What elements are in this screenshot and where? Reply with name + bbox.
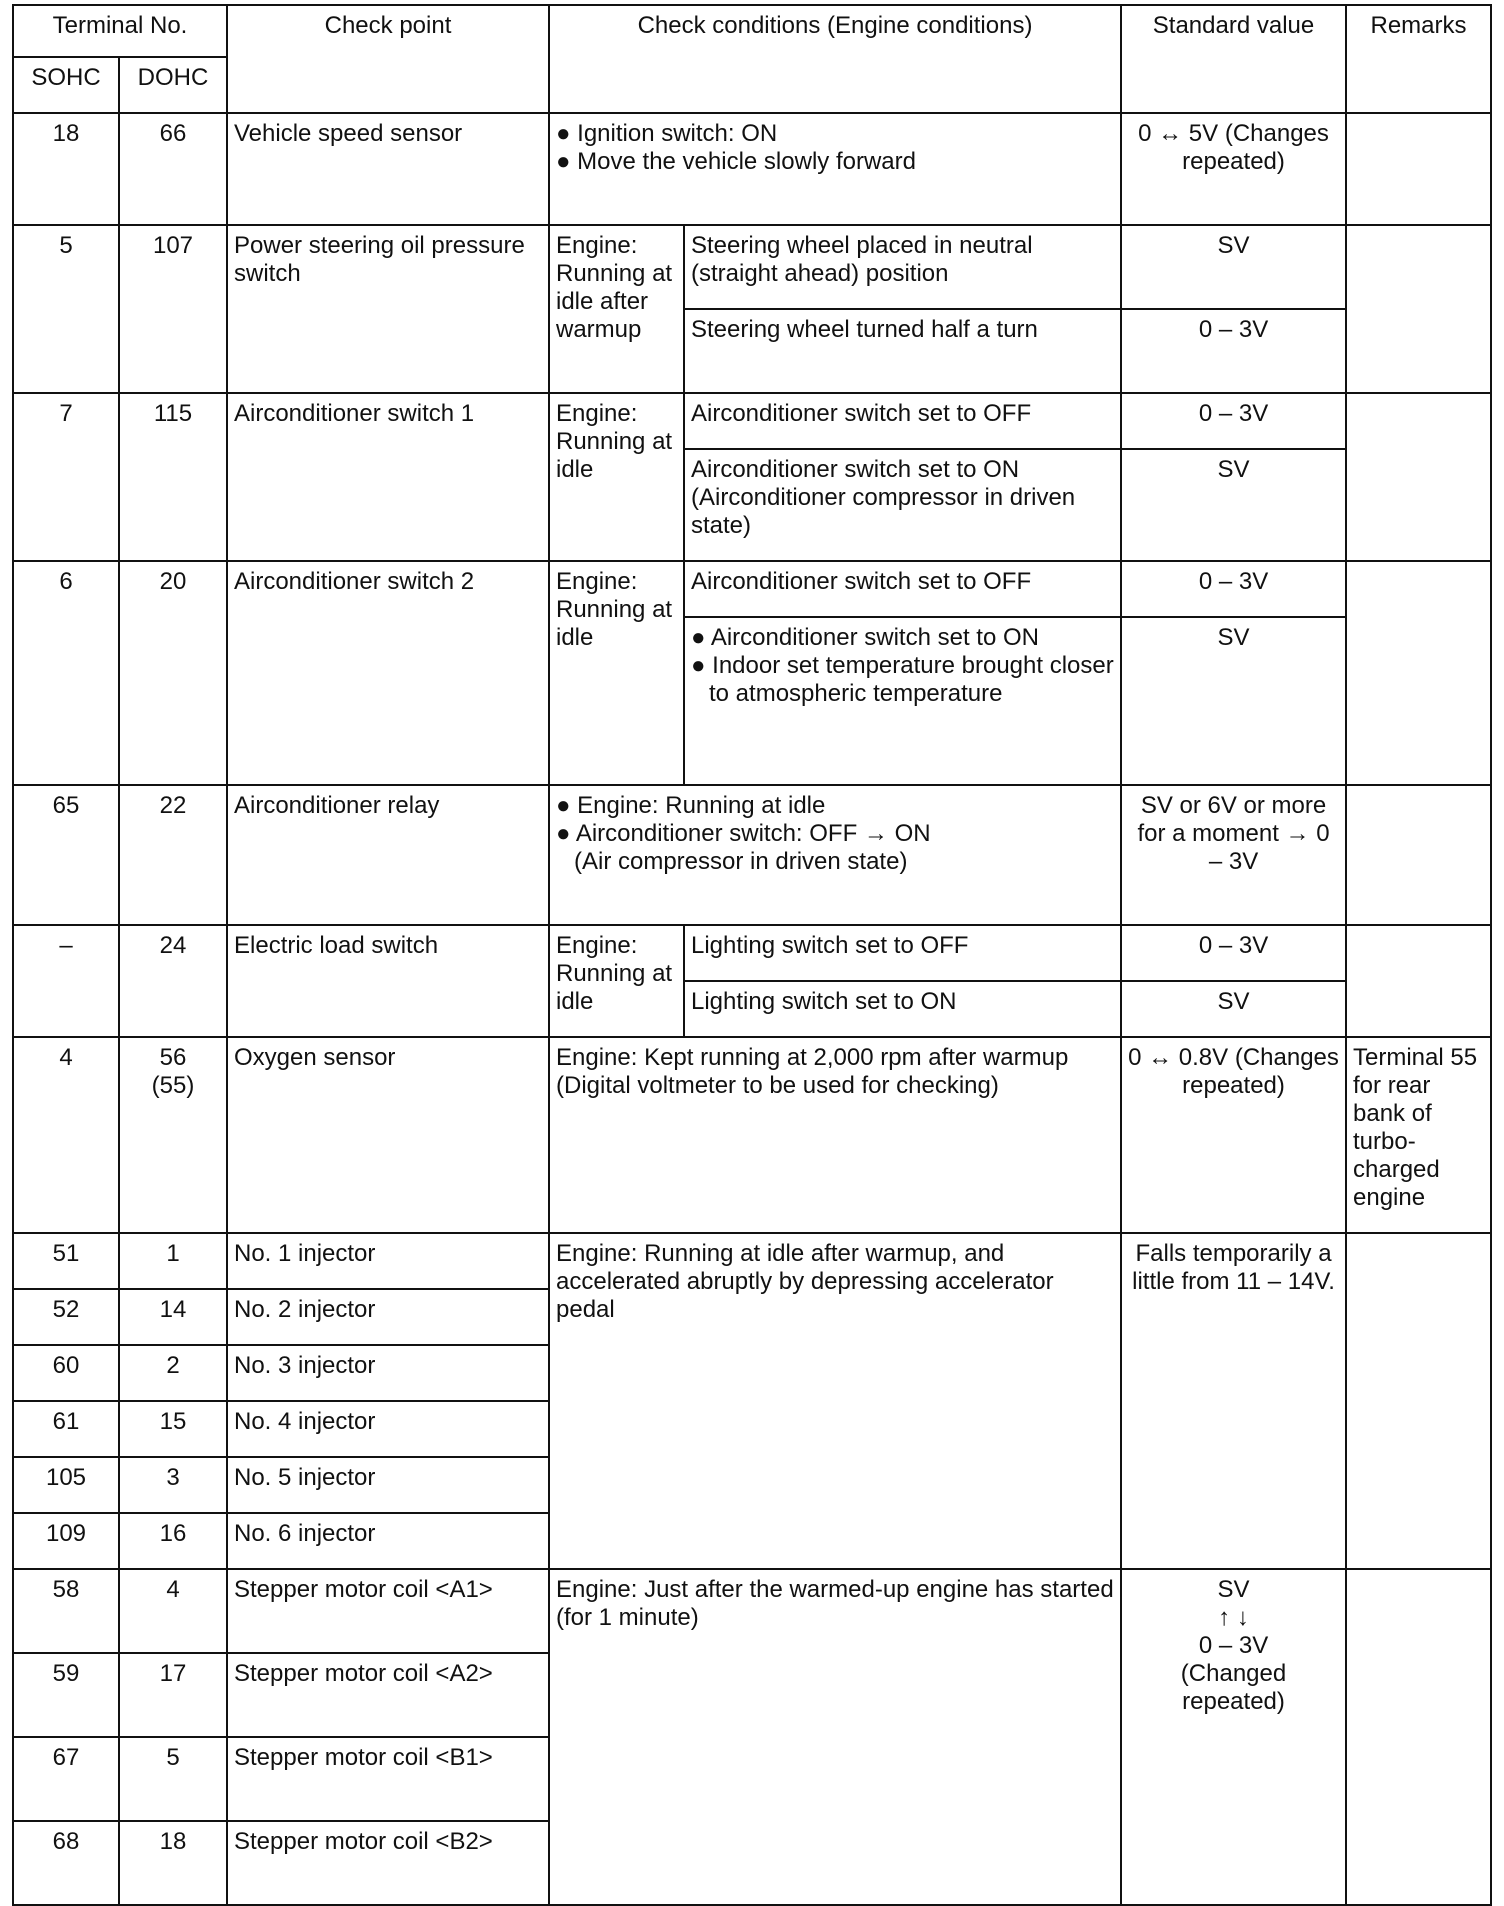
- sub-condition-cell: Airconditioner switch set to OFF: [684, 561, 1121, 617]
- dohc-cell: 20: [119, 561, 227, 785]
- dohc-cell: 2: [119, 1345, 227, 1401]
- value-line: ↑ ↓: [1218, 1604, 1249, 1631]
- standard-value-cell: SV: [1121, 981, 1346, 1037]
- check-point-cell: No. 3 injector: [227, 1345, 549, 1401]
- sub-condition-cell: Lighting switch set to ON: [684, 981, 1121, 1037]
- sohc-cell: –: [13, 925, 119, 1037]
- remarks-cell: [1346, 393, 1491, 561]
- sohc-cell: 109: [13, 1513, 119, 1569]
- check-point-header: Check point: [227, 5, 549, 113]
- standard-value-cell: SV or 6V or more for a moment → 0 – 3V: [1121, 785, 1346, 925]
- dohc-cell: [119, 1037, 227, 1233]
- dohc-header: DOHC: [119, 57, 227, 113]
- standard-value-cell: 0 – 3V: [1121, 393, 1346, 449]
- check-point-cell: Stepper motor coil <A2>: [227, 1653, 549, 1737]
- engine-condition-cell: Engine: Running at idle: [549, 925, 684, 1037]
- dohc-cell: 18: [119, 1821, 227, 1905]
- check-point-cell: Airconditioner switch 1: [227, 393, 549, 561]
- sohc-cell: 51: [13, 1233, 119, 1289]
- check-condition-cell: [549, 113, 1121, 225]
- dohc-cell: 22: [119, 785, 227, 925]
- table-row: [13, 1037, 1491, 1233]
- standard-value-cell: 0 ↔ 5V (Changes repeated): [1121, 113, 1346, 225]
- terminal-check-table: [12, 4, 1492, 1906]
- remarks-cell: [1346, 561, 1491, 785]
- dohc-cell: 4: [119, 1569, 227, 1653]
- standard-value-cell: SV: [1121, 617, 1346, 785]
- value-line: 0 – 3V: [1198, 1632, 1269, 1659]
- remarks-cell: [1346, 785, 1491, 925]
- table-row: [13, 113, 1491, 225]
- check-point-cell: Vehicle speed sensor: [227, 113, 549, 225]
- sohc-cell: 60: [13, 1345, 119, 1401]
- value-line: (Changed repeated): [1180, 1660, 1287, 1715]
- dohc-cell: 15: [119, 1401, 227, 1457]
- check-condition-cell: Engine: Running at idle after warmup, and accelerated abruptly by depressing accelerator pedal: [549, 1233, 1121, 1569]
- check-point-cell: Oxygen sensor: [227, 1037, 549, 1233]
- dohc-cell: 66: [119, 113, 227, 225]
- table-row: [13, 1569, 1491, 1653]
- engine-condition-cell: Engine: Running at idle: [549, 561, 684, 785]
- condition-line: ● Indoor set temperature brought closer to atmospheric temperature: [691, 652, 1114, 707]
- standard-value-cell: 0 – 3V: [1121, 309, 1346, 393]
- check-condition-cell: [549, 785, 1121, 925]
- condition-line: ● Airconditioner switch: OFF → ON: [556, 820, 931, 847]
- table-row: [13, 561, 1491, 617]
- engine-condition-cell: Engine: Running at idle after warmup: [549, 225, 684, 393]
- dohc-cell: 24: [119, 925, 227, 1037]
- table-row: [13, 225, 1491, 309]
- check-condition-cell: Engine: Just after the warmed-up engine has started (for 1 minute): [549, 1569, 1121, 1905]
- check-point-cell: Airconditioner switch 2: [227, 561, 549, 785]
- sohc-cell: 18: [13, 113, 119, 225]
- standard-value-cell: 0 – 3V: [1121, 561, 1346, 617]
- condition-line: ● Airconditioner switch set to ON: [691, 624, 1039, 651]
- remarks-cell: [1346, 1233, 1491, 1569]
- table-row: [13, 925, 1491, 981]
- dohc-cell: 14: [119, 1289, 227, 1345]
- check-point-cell: No. 5 injector: [227, 1457, 549, 1513]
- remarks-cell: [1346, 925, 1491, 1037]
- sohc-header: SOHC: [13, 57, 119, 113]
- sohc-cell: 59: [13, 1653, 119, 1737]
- standard-value-cell: SV: [1121, 449, 1346, 561]
- sohc-cell: 105: [13, 1457, 119, 1513]
- sub-condition-cell: Lighting switch set to OFF: [684, 925, 1121, 981]
- sohc-cell: 5: [13, 225, 119, 393]
- sohc-cell: 58: [13, 1569, 119, 1653]
- check-point-cell: Stepper motor coil <B2>: [227, 1821, 549, 1905]
- check-point-cell: Electric load switch: [227, 925, 549, 1037]
- dohc-cell: 1: [119, 1233, 227, 1289]
- condition-line: ● Move the vehicle slowly forward: [556, 148, 916, 175]
- value-line: SV: [1217, 1576, 1250, 1603]
- sohc-cell: 61: [13, 1401, 119, 1457]
- remarks-cell: [1346, 1569, 1491, 1905]
- sohc-cell: 52: [13, 1289, 119, 1345]
- dohc-value: 56: [159, 1044, 187, 1071]
- check-point-cell: Stepper motor coil <A1>: [227, 1569, 549, 1653]
- check-point-cell: Power steering oil pressure switch: [227, 225, 549, 393]
- sub-condition-cell: Steering wheel turned half a turn: [684, 309, 1121, 393]
- dohc-cell: 17: [119, 1653, 227, 1737]
- standard-value-cell: 0 – 3V: [1121, 925, 1346, 981]
- condition-line: ● Engine: Running at idle: [556, 792, 826, 819]
- dohc-cell: 115: [119, 393, 227, 561]
- sohc-cell: 65: [13, 785, 119, 925]
- check-conditions-header: Check conditions (Engine conditions): [549, 5, 1121, 113]
- check-point-cell: No. 2 injector: [227, 1289, 549, 1345]
- sohc-cell: 6: [13, 561, 119, 785]
- remarks-cell: [1346, 113, 1491, 225]
- check-point-cell: No. 4 injector: [227, 1401, 549, 1457]
- dohc-cell: 16: [119, 1513, 227, 1569]
- check-point-cell: Stepper motor coil <B1>: [227, 1737, 549, 1821]
- table-row: [13, 785, 1491, 925]
- dohc-cell: 5: [119, 1737, 227, 1821]
- table-row: [13, 393, 1491, 449]
- condition-line: (Air compressor in driven state): [574, 848, 908, 875]
- header-row: [13, 5, 1491, 57]
- sohc-cell: 67: [13, 1737, 119, 1821]
- dohc-alt-value: (55): [151, 1072, 195, 1099]
- check-point-cell: No. 1 injector: [227, 1233, 549, 1289]
- standard-value-header: Standard value: [1121, 5, 1346, 113]
- check-condition-cell: Engine: Kept running at 2,000 rpm after warmup (Digital voltmeter to be used for checking): [549, 1037, 1121, 1233]
- sub-condition-cell: Airconditioner switch set to ON (Airconditioner compressor in driven state): [684, 449, 1121, 561]
- sub-condition-cell: [684, 617, 1121, 785]
- sub-condition-cell: Airconditioner switch set to OFF: [684, 393, 1121, 449]
- remarks-cell: [1346, 225, 1491, 393]
- dohc-cell: 3: [119, 1457, 227, 1513]
- standard-value-cell: Falls temporarily a little from 11 – 14V.: [1121, 1233, 1346, 1569]
- engine-condition-cell: Engine: Running at idle: [549, 393, 684, 561]
- standard-value-cell: [1121, 1569, 1346, 1905]
- standard-value-cell: SV: [1121, 225, 1346, 309]
- check-point-cell: Airconditioner relay: [227, 785, 549, 925]
- dohc-cell: 107: [119, 225, 227, 393]
- sohc-cell: 68: [13, 1821, 119, 1905]
- condition-line: ● Ignition switch: ON: [556, 120, 778, 147]
- remarks-header: Remarks: [1346, 5, 1491, 113]
- check-point-cell: No. 6 injector: [227, 1513, 549, 1569]
- sohc-cell: 7: [13, 393, 119, 561]
- sohc-cell: 4: [13, 1037, 119, 1233]
- sub-condition-cell: Steering wheel placed in neutral (straight ahead) position: [684, 225, 1121, 309]
- standard-value-cell: 0 ↔ 0.8V (Changes repeated): [1121, 1037, 1346, 1233]
- terminal-no-header: Terminal No.: [13, 5, 227, 57]
- table-row: [13, 1233, 1491, 1289]
- remarks-cell: Terminal 55 for rear bank of turbo-charged engine: [1346, 1037, 1491, 1233]
